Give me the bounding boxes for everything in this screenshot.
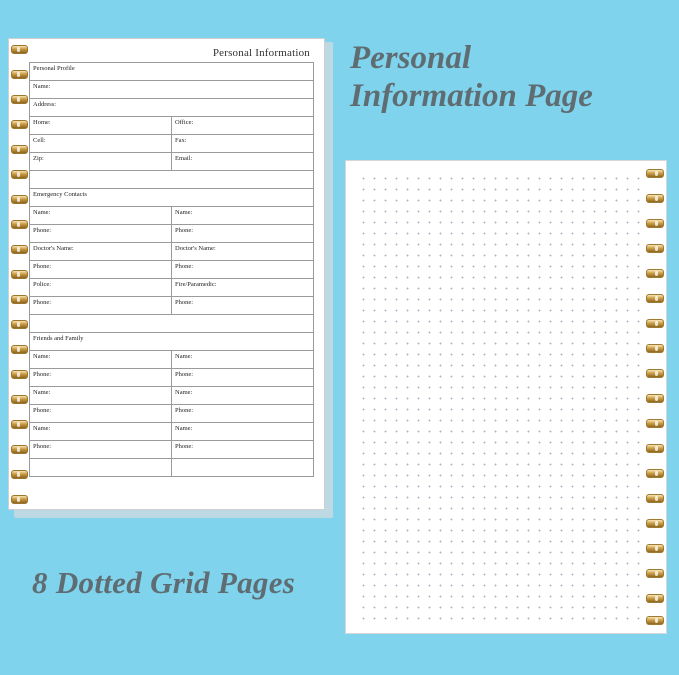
table-row	[30, 297, 314, 315]
field-emergency-phone-1[interactable]: Phone:	[30, 225, 172, 243]
spiral-ring-icon	[11, 495, 28, 504]
field-friend-name-2[interactable]: Name:	[172, 351, 314, 369]
table-row	[30, 117, 314, 135]
table-row	[30, 441, 314, 459]
field-home[interactable]: Home:	[30, 117, 172, 135]
headline-line-2: Information Page	[350, 77, 593, 114]
field-friend-name-6[interactable]: Name:	[172, 423, 314, 441]
table-row	[30, 459, 314, 477]
field-emergency-name-1[interactable]: Name:	[30, 207, 172, 225]
field-emergency-name-2[interactable]: Name:	[172, 207, 314, 225]
field-friend-name-5[interactable]: Name:	[30, 423, 172, 441]
personal-information-page	[8, 38, 325, 510]
spacer-row	[30, 171, 314, 189]
spiral-ring-icon	[11, 370, 28, 379]
table-row	[30, 261, 314, 279]
field-cell[interactable]: Cell:	[30, 135, 172, 153]
spiral-ring-icon	[646, 319, 664, 328]
field-email[interactable]: Email:	[172, 153, 314, 171]
field-doctor-name-1[interactable]: Doctor's Name:	[30, 243, 172, 261]
spiral-ring-icon	[646, 519, 664, 528]
spiral-ring-icon	[11, 70, 28, 79]
field-doctor-name-2[interactable]: Doctor's Name:	[172, 243, 314, 261]
spiral-ring-icon	[11, 245, 28, 254]
field-fire-phone[interactable]: Phone:	[172, 297, 314, 315]
field-fax[interactable]: Fax:	[172, 135, 314, 153]
spiral-ring-icon	[11, 95, 28, 104]
table-row	[30, 135, 314, 153]
spiral-ring-icon	[646, 244, 664, 253]
spiral-ring-icon	[646, 544, 664, 553]
spiral-ring-icon	[646, 469, 664, 478]
field-emergency-phone-2[interactable]: Phone:	[172, 225, 314, 243]
section-header-row	[30, 189, 314, 207]
field-police[interactable]: Police:	[30, 279, 172, 297]
field-zip[interactable]: Zip:	[30, 153, 172, 171]
spiral-ring-icon	[11, 420, 28, 429]
field-police-phone[interactable]: Phone:	[30, 297, 172, 315]
section-title-personal-profile: Personal Profile	[30, 63, 314, 81]
table-row	[30, 351, 314, 369]
field-friend-phone-6[interactable]: Phone:	[172, 441, 314, 459]
table-row	[30, 243, 314, 261]
spiral-ring-icon	[11, 145, 28, 154]
section-title-emergency-contacts: Emergency Contacts	[30, 189, 314, 207]
spiral-ring-icon	[646, 294, 664, 303]
spiral-ring-icon	[646, 344, 664, 353]
right-notebook-page	[345, 160, 675, 638]
spiral-ring-icon	[11, 345, 28, 354]
table-row	[30, 99, 314, 117]
table-row	[30, 153, 314, 171]
personal-information-form	[29, 62, 314, 477]
spacer	[30, 171, 314, 189]
spiral-binding-right	[642, 161, 666, 635]
field-friend-phone-2[interactable]: Phone:	[172, 369, 314, 387]
spiral-ring-icon	[11, 170, 28, 179]
table-row	[30, 369, 314, 387]
field-friend-phone-4[interactable]: Phone:	[172, 405, 314, 423]
spacer-row	[30, 315, 314, 333]
field-friend-phone-3[interactable]: Phone:	[30, 405, 172, 423]
spiral-ring-icon	[11, 295, 28, 304]
spiral-ring-icon	[11, 195, 28, 204]
field-name[interactable]: Name:	[30, 81, 314, 99]
field-friend-phone-1[interactable]: Phone:	[30, 369, 172, 387]
spiral-ring-icon	[646, 494, 664, 503]
page-content	[29, 47, 314, 501]
field-doctor-phone-2[interactable]: Phone:	[172, 261, 314, 279]
field-friend-name-4[interactable]: Name:	[172, 387, 314, 405]
section-header-row	[30, 63, 314, 81]
field-friend-name-3[interactable]: Name:	[30, 387, 172, 405]
spiral-ring-icon	[11, 45, 28, 54]
spiral-ring-icon	[646, 369, 664, 378]
field-doctor-phone-1[interactable]: Phone:	[30, 261, 172, 279]
spiral-ring-icon	[646, 394, 664, 403]
spacer	[30, 315, 314, 333]
table-row	[30, 405, 314, 423]
spiral-ring-icon	[11, 395, 28, 404]
spiral-ring-icon	[11, 445, 28, 454]
headline-line-1: Personal	[350, 40, 472, 76]
headline	[350, 40, 670, 116]
table-row	[30, 207, 314, 225]
field-friend-phone-5[interactable]: Phone:	[30, 441, 172, 459]
spiral-binding-left	[9, 39, 31, 511]
field-office[interactable]: Office:	[172, 117, 314, 135]
spiral-ring-icon	[11, 470, 28, 479]
spiral-ring-icon	[646, 219, 664, 228]
table-row	[30, 81, 314, 99]
field-friend-name-1[interactable]: Name:	[30, 351, 172, 369]
left-notebook-page	[8, 38, 333, 518]
field-fire-paramedic[interactable]: Fire/Paramedic:	[172, 279, 314, 297]
table-row	[30, 387, 314, 405]
spiral-ring-icon	[646, 594, 664, 603]
field-address[interactable]: Address:	[30, 99, 314, 117]
spiral-ring-icon	[646, 169, 664, 178]
table-row	[30, 225, 314, 243]
field-blank-left[interactable]	[30, 459, 172, 477]
form-body	[30, 63, 314, 477]
page-title: Personal Information	[212, 47, 310, 59]
section-title-friends-and-family: Friends and Family	[30, 333, 314, 351]
spiral-ring-icon	[646, 616, 664, 625]
spiral-ring-icon	[646, 269, 664, 278]
dot-grid-area	[358, 173, 640, 621]
table-row	[30, 279, 314, 297]
spiral-ring-icon	[646, 419, 664, 428]
spiral-ring-icon	[11, 220, 28, 229]
spiral-ring-icon	[646, 444, 664, 453]
spiral-ring-icon	[11, 270, 28, 279]
dotted-grid-page	[345, 160, 667, 634]
subline: 8 Dotted Grid Pages	[32, 565, 296, 600]
table-row	[30, 423, 314, 441]
spiral-ring-icon	[646, 569, 664, 578]
spiral-ring-icon	[646, 194, 664, 203]
spiral-ring-icon	[11, 320, 28, 329]
field-blank-right[interactable]	[172, 459, 314, 477]
section-header-row	[30, 333, 314, 351]
spiral-ring-icon	[11, 120, 28, 129]
